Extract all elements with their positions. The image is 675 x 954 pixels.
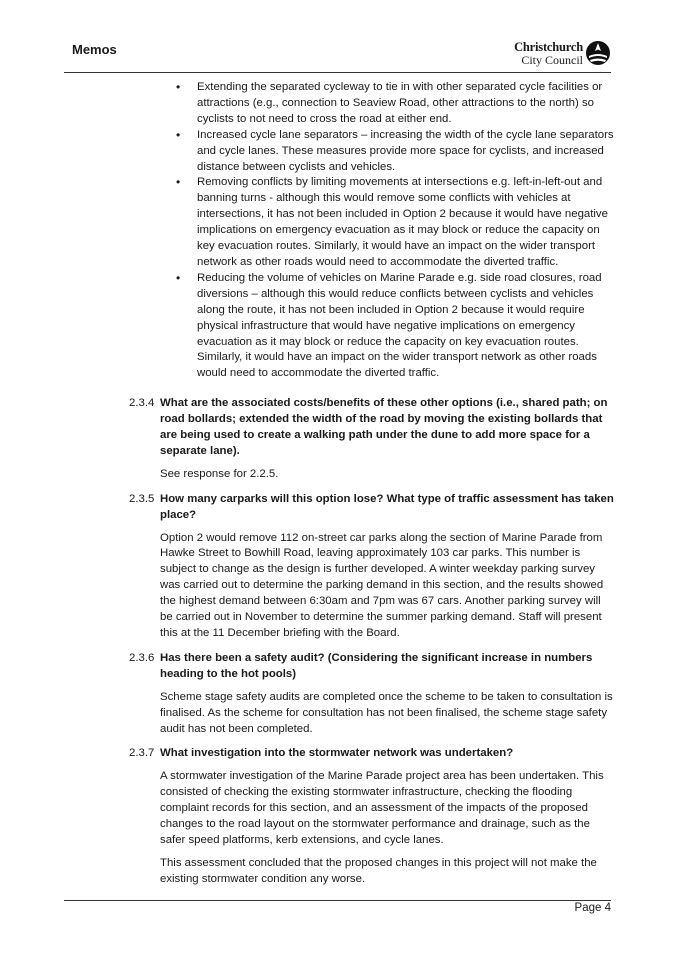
section-response: See response for 2.2.5. xyxy=(160,467,279,480)
logo-text-line2: City Council xyxy=(521,53,583,67)
options-bullet-list xyxy=(197,80,615,382)
footer-divider xyxy=(64,900,611,901)
council-emblem-icon xyxy=(585,40,611,66)
section-2-3-6 xyxy=(0,651,675,738)
section-question: Has there been a safety audit? (Considering the significant increase in numbers heading to the hot pools) xyxy=(160,651,593,680)
section-response: Scheme stage safety audits are completed once the scheme to be taken to consultation is finalised. As the scheme for consultation has not been finalised, the scheme stage safety audit has not been completed. xyxy=(160,690,613,735)
council-logo xyxy=(499,38,611,68)
section-number: 2.3.7 xyxy=(129,747,155,760)
section-2-3-4 xyxy=(0,396,675,483)
section-number: 2.3.5 xyxy=(129,492,155,505)
section-response: This assessment concluded that the proposed changes in this project will not make the existing stormwater condition any worse. xyxy=(160,856,597,885)
section-2-3-7 xyxy=(0,746,675,887)
section-question: What are the associated costs/benefits of these other options (i.e., shared path; on road bollards; extended the width of the road by moving the existing bollards that are being used to create a walking path under the dune to add more space for a separate lane). xyxy=(160,397,608,457)
memo-body xyxy=(0,80,675,888)
section-question: How many carparks will this option lose? What type of traffic assessment has taken place? xyxy=(160,492,614,521)
section-number: 2.3.4 xyxy=(129,397,155,410)
section-number: 2.3.6 xyxy=(129,651,155,664)
page-header xyxy=(64,38,611,72)
list-item: • Reducing the volume of vehicles on Marine Parade e.g. side road closures, road diversions – although this would reduce conflicts between cyclists and vehicles along the route, it has not been included in Option 2 because it would require physical infrastructure that would have negative implications on emergency evacuation as it may block or reduce the capacity on key evacuation routes. Similarly, it would have an impact on the wider transport network as other roads would need to accommodate the diverted traffic. xyxy=(197,271,615,382)
section-response: A stormwater investigation of the Marine Parade project area has been undertaken. This consisted of checking the existing stormwater infrastructure, checking the flooding complaint records for this section, and an assessment of the impacts of the proposed changes to the road layout on the stormwater performance and drainage, such as the safer speed platforms, kerb extensions, and cycle lanes. xyxy=(160,770,604,846)
page-number: Page 4 xyxy=(574,902,611,914)
list-item: • Removing conflicts by limiting movements at intersections e.g. left-in-left-out and banning turns - although this would remove some conflicts with vehicles at intersections, it has not been included in Option 2 because it would have negative implications on emergency evacuation as it may block or reduce the capacity on key evacuation routes. Similarly, it would have an impact on the wider transport network as other roads would need to accommodate the diverted traffic. xyxy=(197,175,615,270)
list-item: • Extending the separated cycleway to tie in with other separated cycle facilities or attractions (e.g., connection to Seaview Road, other attractions to the north) so cyclists to not need to cross the road at either end. xyxy=(197,80,615,128)
section-response: Option 2 would remove 112 on-street car parks along the section of Marine Parade from Hawke Street to Bowhill Road, leaving approximately 103 car parks. This number is subject to change as the design is further developed. A winter weekday parking survey was carried out to determine the parking demand in this section, and the results showed the highest demand between 6:30am and 7pm was 67 cars. Another parking survey will be carried out in November to determine the summer parking demand. Staff will present this at the 11 December briefing with the Board. xyxy=(160,531,604,639)
list-item: • Increased cycle lane separators – increasing the width of the cycle lane separators and cycle lanes. These measures provide more space for cyclists, and increased distance between cyclists and vehicles. xyxy=(197,128,615,176)
header-divider xyxy=(64,72,611,73)
section-question: What investigation into the stormwater network was undertaken? xyxy=(160,747,514,760)
logo-text-line1: Christchurch xyxy=(514,40,583,54)
section-2-3-5 xyxy=(0,492,675,642)
header-title: Memos xyxy=(72,42,117,57)
